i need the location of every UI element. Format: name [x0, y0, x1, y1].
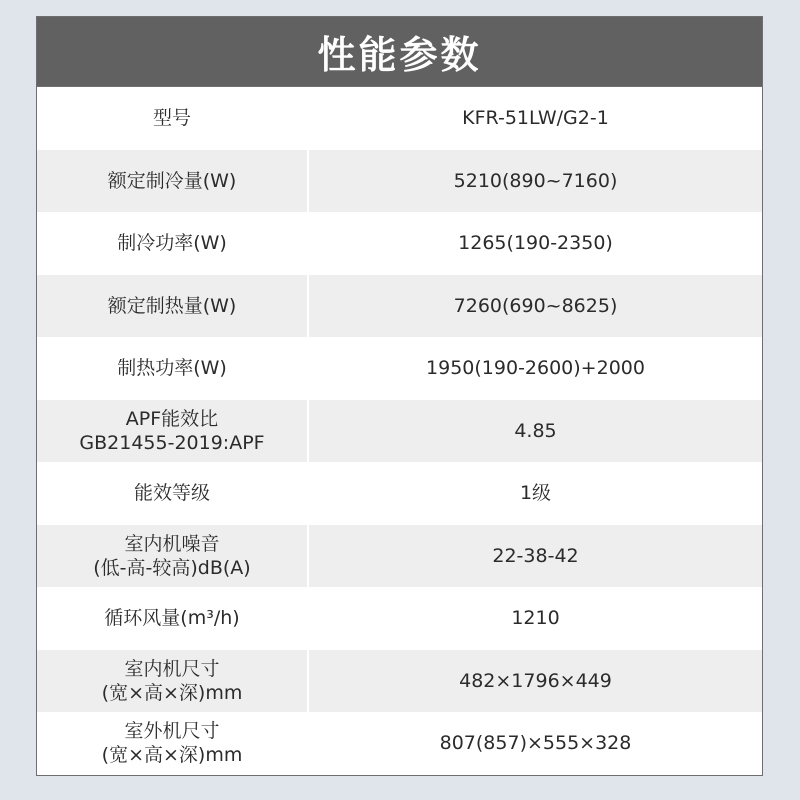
spec-value: 1950(190-2600)+2000 — [426, 357, 645, 380]
spec-row-cooling-power — [37, 212, 762, 275]
spec-label: 循环风量(m³/h) — [37, 587, 309, 650]
spec-label: APF能效比 GB21455-2019:APF — [37, 400, 309, 463]
spec-value: 22-38-42 — [492, 544, 579, 567]
spec-label: 室内机噪音 (低-高-较高)dB(A) — [37, 525, 309, 588]
spec-value: 4.85 — [514, 419, 557, 442]
spec-label: 能效等级 — [37, 462, 309, 525]
spec-value: 482×1796×449 — [459, 669, 612, 692]
spec-row-energy-grade — [37, 462, 762, 525]
spec-label: 额定制热量(W) — [37, 275, 309, 338]
spec-label: 室内机尺寸 (宽×高×深)mm — [37, 650, 309, 713]
spec-value: 1210 — [511, 607, 560, 630]
spec-row-heating-power — [37, 337, 762, 400]
spec-label: 制热功率(W) — [37, 337, 309, 400]
spec-row-cooling-capacity — [37, 150, 762, 213]
spec-value: 5210(890~7160) — [453, 169, 618, 192]
spec-value: 1265(190-2350) — [458, 232, 613, 255]
spec-row-indoor-noise — [37, 525, 762, 588]
spec-value: 7260(690~8625) — [453, 294, 618, 317]
title-bar — [37, 17, 762, 87]
spec-card — [36, 16, 763, 776]
spec-row-model — [37, 87, 762, 150]
spec-row-indoor-size — [37, 650, 762, 713]
spec-row-airflow — [37, 587, 762, 650]
spec-value: KFR-51LW/G2-1 — [462, 107, 609, 130]
page-title: 性能参数 — [317, 33, 482, 77]
spec-row-heating-capacity — [37, 275, 762, 338]
spec-value: 807(857)×555×328 — [439, 732, 632, 755]
spec-value: 1级 — [519, 482, 552, 505]
spec-row-outdoor-size — [37, 712, 762, 775]
spec-row-apf — [37, 400, 762, 463]
spec-label: 型号 — [37, 87, 309, 150]
spec-label: 额定制冷量(W) — [37, 150, 309, 213]
spec-table — [37, 87, 762, 775]
spec-label: 制冷功率(W) — [37, 212, 309, 275]
spec-label: 室外机尺寸 (宽×高×深)mm — [37, 712, 309, 775]
